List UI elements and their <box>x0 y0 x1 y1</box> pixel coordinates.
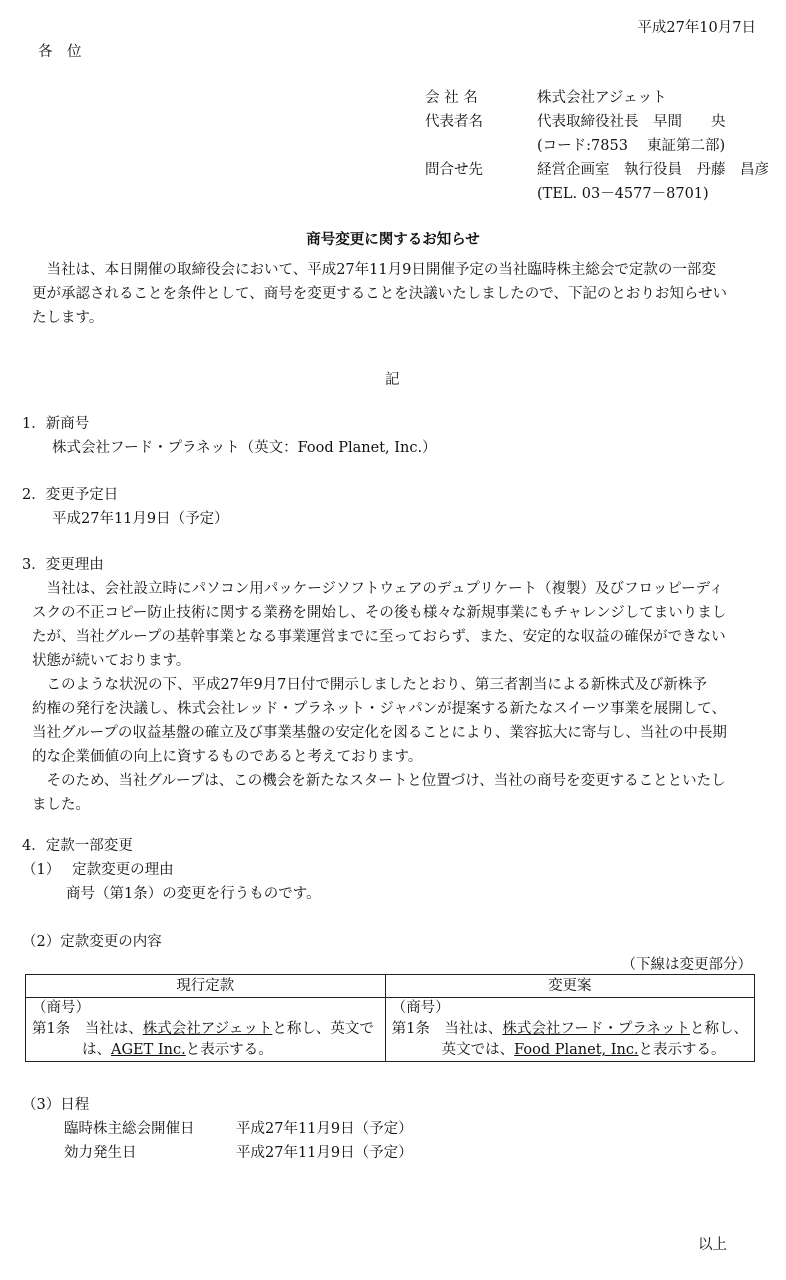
text-line: たします。 <box>32 310 104 326</box>
schedule-value: 平成27年11月9日（予定） <box>236 1121 413 1137</box>
company-info <box>425 86 769 206</box>
text: と称し、 <box>690 1021 748 1037</box>
text: と表示する。 <box>185 1042 273 1058</box>
text-line: 約権の発行を決議し、株式会社レッド・プラネット・ジャパンが提案する新たなスイーツ事業を展開して、 <box>32 701 726 717</box>
info-value: 経営企画室 執行役員 丹藤 昌彦 <box>537 162 769 178</box>
info-label <box>425 182 537 206</box>
info-label <box>425 134 537 158</box>
info-value: (TEL. 03－4577－8701) <box>537 186 709 202</box>
section-heading: 1．新商号 <box>22 416 90 432</box>
info-value: (コード:7853 東証第二部) <box>537 138 726 154</box>
info-label: 問合せ先 <box>425 162 483 178</box>
addressee: 各 位 <box>38 44 82 60</box>
section-3 <box>22 553 727 817</box>
intro-paragraph <box>32 258 727 330</box>
text-line: たが、当社グループの基幹事業となる事業運営までに至っておらず、また、安定的な収益の確保ができない <box>32 629 726 645</box>
article-caption: （商号） <box>32 1000 90 1016</box>
text-line: スクの不正コピー防止技術に関する業務を開始し、その後も様々な新規事業にもチャレンジしてまいりまし <box>32 605 727 621</box>
info-value: 代表取締役社長 早間 央 <box>537 114 726 130</box>
info-value: 株式会社アジェット <box>537 90 667 106</box>
text-line: このような状況の下、平成27年9月7日付で開示しましたとおり、第三者割当による新株式及び新株予 <box>32 677 707 693</box>
column-header-current: 現行定款 <box>26 975 386 998</box>
text: 英文では、 <box>441 1042 515 1058</box>
text: と称し、英文で <box>272 1021 374 1037</box>
text-line: 的な企業価値の向上に資するものであると考えております。 <box>32 749 423 765</box>
current-article-cell <box>26 998 386 1062</box>
text: と表示する。 <box>638 1042 726 1058</box>
underlined-english-name: AGET Inc. <box>111 1042 186 1058</box>
section-4 <box>22 834 321 906</box>
underlined-name: 株式会社アジェット <box>142 1021 273 1037</box>
proposed-article-cell <box>385 998 754 1062</box>
info-label: 会 社 名 <box>425 90 478 106</box>
text-line: 状態が続いております。 <box>32 653 191 669</box>
text: 当社は、 <box>444 1021 503 1037</box>
section-1 <box>22 412 437 460</box>
subsection-heading: （3）日程 <box>22 1097 90 1113</box>
text-line: 当社は、会社設立時にパソコン用パッケージソフトウェアのデュプリケート（複製）及びフロッピーディ <box>32 581 724 597</box>
text-line: 当社は、本日開催の取締役会において、平成27年11月9日開催予定の当社臨時株主総会で定款の一部変 <box>32 262 716 278</box>
schedule <box>22 1093 413 1165</box>
text-line: 更が承認されることを条件として、商号を変更することを決議いたしましたので、下記のとおりお知らせい <box>32 286 727 302</box>
info-label: 代表者名 <box>425 114 483 130</box>
text-line: そのため、当社グループは、この機会を新たなスタートと位置づけ、当社の商号を変更することといたし <box>32 773 726 789</box>
subsection-heading: （2）定款変更の内容 <box>22 934 162 950</box>
underlined-name: 株式会社フード・プラネット <box>502 1021 690 1037</box>
section-heading: 3．変更理由 <box>22 557 104 573</box>
section-body: 株式会社フード・プラネット（英文：Food Planet, Inc.） <box>52 440 437 456</box>
text-line: 当社グループの収益基盤の確立及び事業基盤の安定化を図ることにより、業容拡大に寄与し、当社の中長期 <box>32 725 727 741</box>
column-header-proposed: 変更案 <box>385 975 754 998</box>
text: 当社は、 <box>84 1021 143 1037</box>
document-date: 平成27年10月7日 <box>637 20 756 36</box>
section-body: 平成27年11月9日（予定） <box>52 511 229 527</box>
article-number: 第1条 <box>32 1021 71 1037</box>
section-heading: 4．定款一部変更 <box>22 838 133 854</box>
text-line: ました。 <box>32 797 90 813</box>
section-2 <box>22 483 229 531</box>
section-heading: 2．変更予定日 <box>22 487 119 503</box>
text: は、 <box>82 1042 111 1058</box>
subsection-body: 商号（第1条）の変更を行うものです。 <box>66 886 321 902</box>
table-note: （下線は変更部分） <box>621 957 752 973</box>
subsection-heading: （1） 定款変更の理由 <box>22 862 174 878</box>
underlined-english-name: Food Planet, Inc. <box>514 1042 639 1058</box>
ki-marker: 記 <box>385 372 400 388</box>
articles-comparison-table <box>25 974 755 1062</box>
closing-mark: 以上 <box>698 1237 727 1253</box>
schedule-value: 平成27年11月9日（予定） <box>236 1145 413 1161</box>
page-title: 商号変更に関するお知らせ <box>306 231 480 248</box>
schedule-label: 効力発生日 <box>64 1145 137 1161</box>
article-caption: （商号） <box>391 1000 450 1016</box>
article-number: 第1条 <box>391 1021 430 1037</box>
schedule-label: 臨時株主総会開催日 <box>64 1121 195 1137</box>
